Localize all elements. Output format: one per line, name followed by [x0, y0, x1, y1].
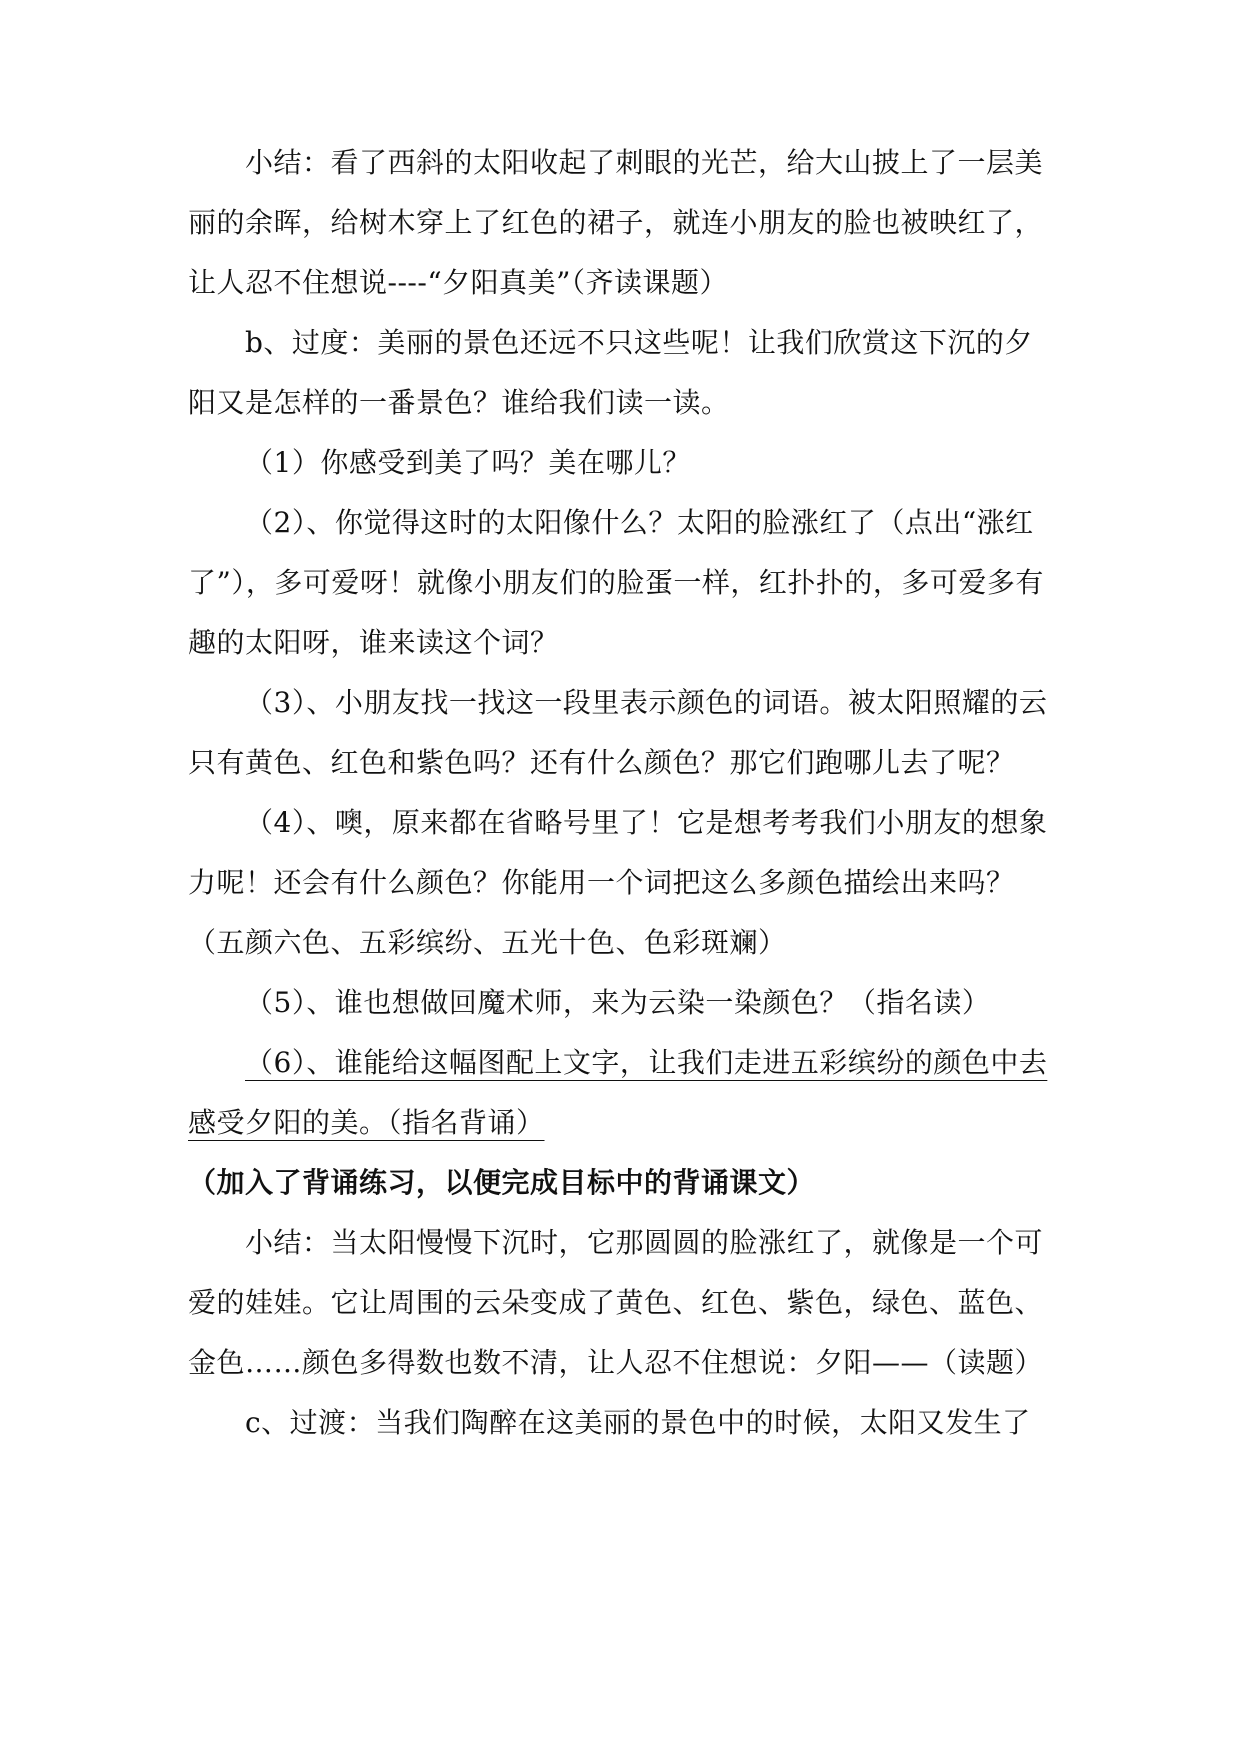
paragraph-line-12: （4）、噢，原来都在省略号里了！它是想考考我们小朋友的想象: [245, 806, 1048, 839]
paragraph-line-6: （1）你感受到美了吗？美在哪儿？: [245, 446, 691, 479]
paragraph-line-19: 小结：当太阳慢慢下沉时，它那圆圆的脸涨红了，就像是一个可: [245, 1226, 1044, 1259]
paragraph-line-21: 金色……颜色多得数也数不清，让人忍不住想说：夕阳——（读题）: [188, 1346, 1044, 1379]
paragraph-line-1: 小结：看了西斜的太阳收起了刺眼的光芒，给大山披上了一层美: [245, 146, 1044, 179]
paragraph-line-10: （3）、小朋友找一找这一段里表示颜色的词语。被太阳照耀的云: [245, 686, 1048, 719]
underlined-line-2: 感受夕阳的美。（指名背诵）: [188, 1106, 545, 1139]
paragraph-line-14: （五颜六色、五彩缤纷、五光十色、色彩斑斓）: [188, 926, 787, 959]
paragraph-line-8: 了”），多可爱呀！就像小朋友们的脸蛋一样，红扑扑的，多可爱多有: [188, 566, 1044, 599]
paragraph-line-22: c、过渡：当我们陶醉在这美丽的景色中的时候，太阳又发生了: [245, 1406, 1031, 1439]
paragraph-line-7: （2）、你觉得这时的太阳像什么？太阳的脸涨红了（点出“涨红: [245, 506, 1034, 539]
paragraph-line-20: 爱的娃娃。它让周围的云朵变成了黄色、红色、紫色，绿色、蓝色、: [188, 1286, 1044, 1319]
paragraph-line-3: 让人忍不住想说----“夕阳真美”（齐读课题）: [188, 266, 728, 299]
paragraph-line-11: 只有黄色、红色和紫色吗？还有什么颜色？那它们跑哪儿去了呢？: [188, 746, 1015, 779]
paragraph-line-2: 丽的余晖，给树木穿上了红色的裙子，就连小朋友的脸也被映红了，: [188, 206, 1044, 239]
paragraph-line-4: b、过度：美丽的景色还远不只这些呢！让我们欣赏这下沉的夕: [245, 326, 1033, 359]
paragraph-line-5: 阳又是怎样的一番景色？谁给我们读一读。: [188, 386, 730, 419]
paragraph-line-15: （5）、谁也想做回魔术师，来为云染一染颜色？（指名读）: [245, 986, 991, 1019]
paragraph-line-13: 力呢！还会有什么颜色？你能用一个词把这么多颜色描绘出来吗？: [188, 866, 1015, 899]
paragraph-line-9: 趣的太阳呀，谁来读这个词？: [188, 626, 559, 659]
bold-note: （加入了背诵练习，以便完成目标中的背诵课文）: [188, 1166, 816, 1199]
underlined-line-1: （6）、谁能给这幅图配上文字，让我们走进五彩缤纷的颜色中去: [245, 1046, 1048, 1079]
